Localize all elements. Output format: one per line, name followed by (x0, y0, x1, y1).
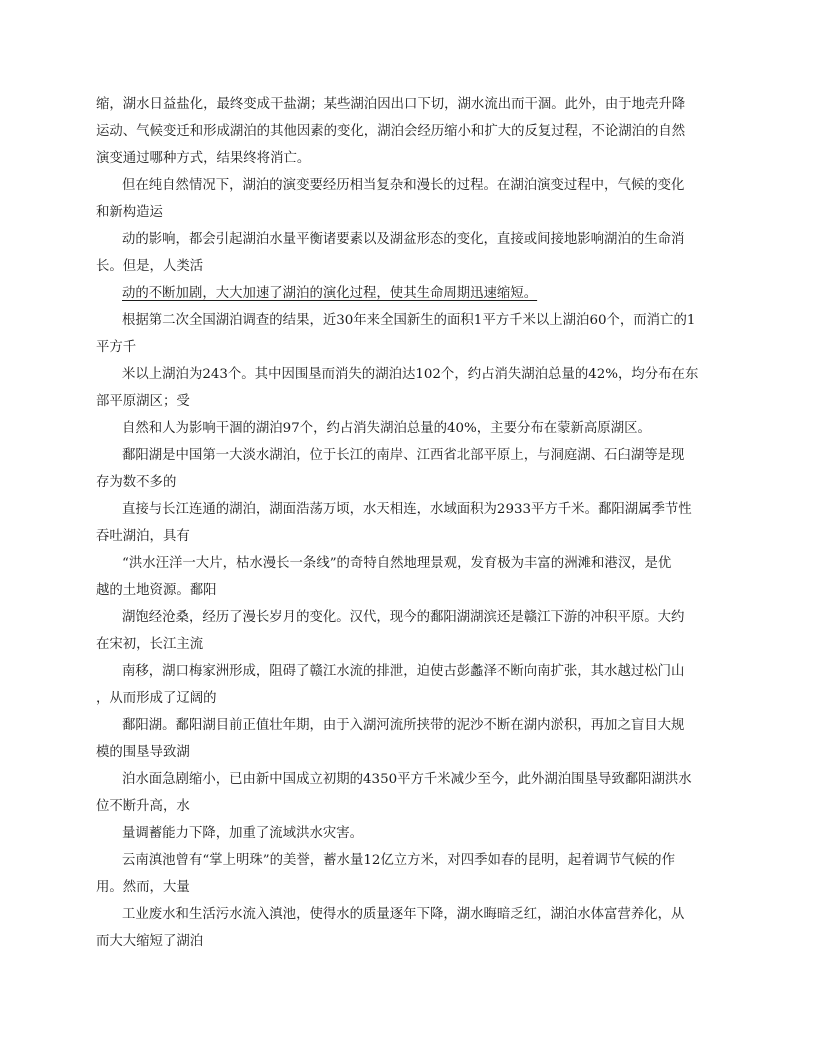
text-line: 但在纯自然情况下，湖泊的演变要经历相当复杂和漫长的过程。在湖泊演变过程中，气候的变化 (122, 178, 685, 193)
text-line: 演变通过哪种方式，结果终将消亡。 (96, 151, 311, 166)
text-line: 位不断升高，水 (96, 799, 190, 814)
text-line: 越的土地资源。鄱阳 (96, 583, 217, 598)
text-line: ，从而形成了辽阔的 (96, 691, 217, 706)
text-line: 部平原湖区；受 (96, 394, 190, 409)
text-line (96, 280, 724, 307)
text-line: 泊水面急剧缩小，已由新中国成立初期的4350平方千米减少至今，此外湖泊围垦导致鄱阳湖洪水 (122, 772, 692, 787)
text-line: 南移，湖口梅家洲形成，阻碍了赣江水流的排泄，迫使古彭蠡泽不断向南扩张，其水越过松门山 (122, 664, 685, 679)
text-line: 模的围垦导致湖 (96, 745, 190, 760)
text-line: 平方千 (96, 340, 137, 355)
text-line: 而大大缩短了湖泊 (96, 934, 204, 949)
text-line: “洪水汪洋一大片，枯水漫长一条线”的奇特自然地理景观，发育极为丰富的洲滩和港汊，是优 (122, 556, 672, 571)
text-line: 和新构造运 (96, 205, 163, 220)
underlined-text: 动的不断加剧，大大加速了湖泊的演化过程，使其生命周期迅速缩短。 (122, 286, 538, 301)
text-line: 存为数不多的 (96, 475, 177, 490)
document-page (96, 91, 724, 955)
text-line: 鄱阳湖。鄱阳湖目前正值壮年期，由于入湖河流所挟带的泥沙不断在湖内淤积，再加之盲目大规 (122, 718, 685, 733)
text-line: 用。然而，大量 (96, 880, 190, 895)
text-line: 鄱阳湖是中国第一大淡水湖泊，位于长江的南岸、江西省北部平原上，与洞庭湖、石臼湖等是现 (122, 448, 685, 463)
text-line: 根据第二次全国湖泊调查的结果，近30年来全国新生的面积1平方千米以上湖泊60个，而消亡的1 (122, 313, 696, 328)
text-line: 直接与长江连通的湖泊，湖面浩荡万顷，水天相连，水域面积为2933平方千米。鄱阳湖属季节性 (122, 502, 692, 517)
text-line: 动的影响，都会引起湖泊水量平衡诸要素以及湖盆形态的变化，直接或间接地影响湖泊的生命消 (122, 232, 685, 247)
text-line: 湖饱经沧桑，经历了漫长岁月的变化。汉代，现今的鄱阳湖湖滨还是赣江下游的冲积平原。大约 (122, 610, 685, 625)
text-line: 米以上湖泊为243个。其中因围垦而消失的湖泊达102个，约占消失湖泊总量的42%，均分布在东 (122, 367, 699, 382)
text-line: 自然和人为影响干涸的湖泊97个，约占消失湖泊总量的40%，主要分布在蒙新高原湖区。 (122, 421, 651, 436)
text-line: 缩，湖水日益盐化，最终变成干盐湖；某些湖泊因出口下切，湖水流出而干涸。此外，由于地壳升降 (96, 97, 686, 112)
text-line: 吞吐湖泊，具有 (96, 529, 190, 544)
text-line: 云南滇池曾有“掌上明珠”的美誉，蓄水量12亿立方米，对四季如春的昆明，起着调节气候的作 (122, 853, 675, 868)
text-line: 在宋初，长江主流 (96, 637, 204, 652)
text-line: 量调蓄能力下降，加重了流域洪水灾害。 (122, 826, 364, 841)
text-line: 工业废水和生活污水流入滇池，使得水的质量逐年下降，湖水晦暗乏红，湖泊水体富营养化，从 (122, 907, 685, 922)
text-line: 长。但是，人类活 (96, 259, 204, 274)
text-line: 运动、气候变迁和形成湖泊的其他因素的变化，湖泊会经历缩小和扩大的反复过程，不论湖泊的自然 (96, 124, 686, 139)
